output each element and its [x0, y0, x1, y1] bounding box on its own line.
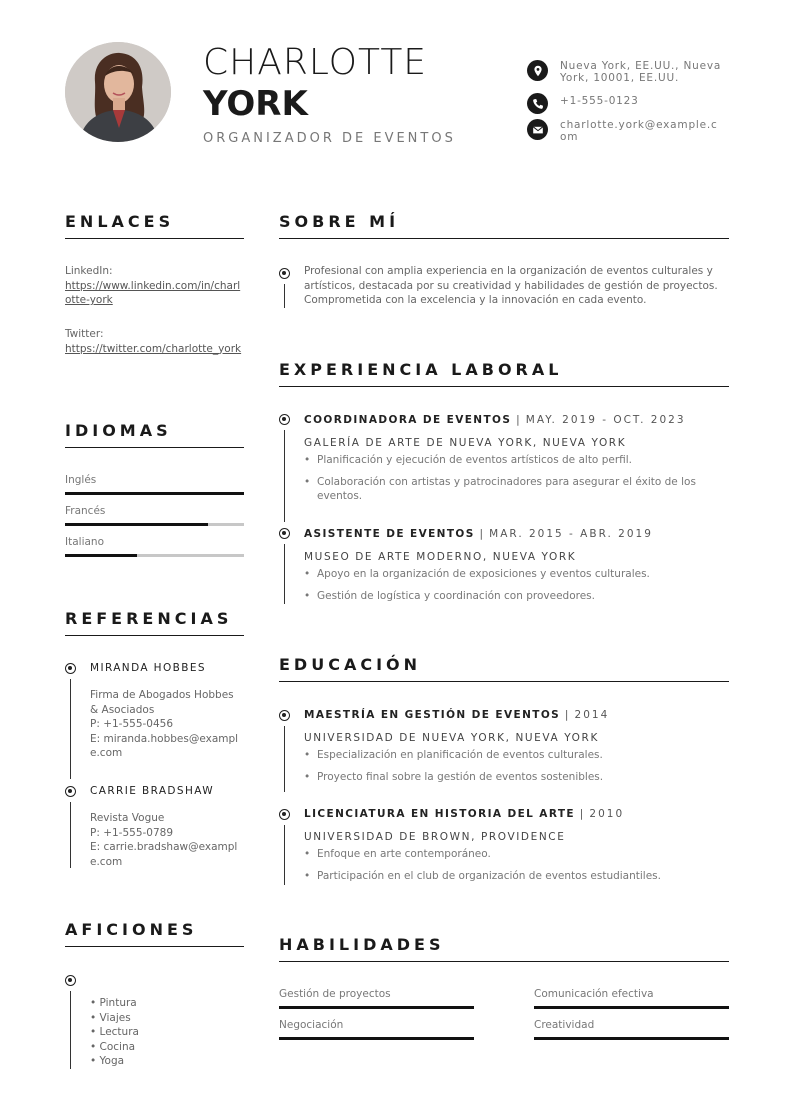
education-bullets — [304, 748, 724, 791]
skill-level-fill — [279, 1037, 474, 1040]
timeline-dot — [65, 975, 76, 986]
separator: | — [560, 709, 575, 721]
experience-role: COORDINADORA DE EVENTOS — [304, 414, 512, 426]
timeline-dot — [279, 809, 290, 820]
about-text: Profesional con amplia experiencia en la organización de eventos culturales y artísticos, destacada por su creatividad y habilidades de gestión de proyectos. Comprometida con la excelencia y la innovación en cada evento. — [304, 265, 718, 306]
language-level-bar — [65, 554, 244, 557]
last-name: YORK — [203, 84, 308, 124]
skill-level-fill — [534, 1006, 729, 1009]
language-level-fill — [65, 492, 244, 495]
experience-date: MAR. 2015 - ABR. 2019 — [489, 528, 653, 540]
hobby-item: • Cocina — [90, 1040, 136, 1053]
first-name: CHARLOTTE — [203, 42, 428, 83]
education-bullets — [304, 847, 724, 890]
section-heading-experiencia: EXPERIENCIA LABORAL — [279, 360, 729, 387]
language-name: Inglés — [65, 474, 97, 486]
education-degree: LICENCIATURA EN HISTORIA DEL ARTE — [304, 808, 575, 820]
reference-phone: P: +1-555-0789 — [90, 826, 174, 839]
hobby-item: • Pintura — [90, 997, 137, 1009]
address-text: Nueva York, EE.UU., Nueva York, 10001, EE.UU. — [560, 60, 722, 84]
section-heading-enlaces: ENLACES — [65, 212, 244, 239]
reference-details — [90, 811, 245, 869]
skill-level-bar — [534, 1037, 729, 1040]
skill-level-bar — [534, 1006, 729, 1009]
education-heading — [304, 709, 609, 721]
timeline-dot — [279, 414, 290, 425]
reference-name: CARRIE BRADSHAW — [90, 785, 215, 797]
language-name: Francés — [65, 505, 106, 517]
skill-name: Comunicación efectiva — [534, 988, 654, 1000]
skill-level-bar — [279, 1006, 474, 1009]
profile-photo — [65, 42, 171, 142]
timeline-dot — [65, 663, 76, 674]
bullet-item: • Planificación y ejecución de eventos artísticos de alto perfil. — [304, 453, 724, 468]
reference-email[interactable]: E: carrie.bradshaw@example.com — [90, 841, 238, 868]
linkedin-url[interactable]: https://www.linkedin.com/in/charlotte-york — [65, 279, 241, 306]
phone-text: +1-555-0123 — [560, 95, 639, 107]
timeline-dot — [279, 710, 290, 721]
timeline-line — [284, 430, 285, 522]
experience-heading — [304, 528, 653, 540]
experience-role: ASISTENTE DE EVENTOS — [304, 528, 475, 540]
experience-date: MAY. 2019 - OCT. 2023 — [525, 414, 686, 426]
email-text[interactable]: charlotte.york@example.com — [560, 119, 718, 143]
education-date: 2014 — [574, 709, 610, 721]
language-level-fill — [65, 523, 208, 526]
section-heading-sobre-mi: SOBRE MÍ — [279, 212, 729, 239]
bullet-item: • Gestión de logística y coordinación con proveedores. — [304, 589, 724, 604]
skill-name: Gestión de proyectos — [279, 988, 391, 1000]
hobby-item: • Viajes — [90, 1011, 131, 1024]
contact-email — [527, 119, 724, 143]
separator: | — [511, 414, 526, 426]
twitter-url[interactable]: https://twitter.com/charlotte_york — [65, 342, 242, 355]
education-degree: MAESTRÍA EN GESTIÓN DE EVENTOS — [304, 709, 561, 721]
language-level-bar — [65, 492, 244, 495]
timeline-line — [70, 802, 71, 868]
language-level-fill — [65, 554, 137, 557]
experience-bullets — [304, 453, 724, 511]
education-heading — [304, 808, 624, 820]
timeline-line — [284, 544, 285, 604]
reference-name: MIRANDA HOBBES — [90, 662, 206, 674]
contact-address — [527, 60, 724, 84]
skill-level-bar — [279, 1037, 474, 1040]
section-heading-referencias: REFERENCIAS — [65, 609, 244, 636]
envelope-icon — [527, 119, 548, 140]
education-institution: UNIVERSIDAD DE BROWN, PROVIDENCE — [304, 831, 566, 843]
timeline-line — [284, 726, 285, 792]
timeline-dot — [65, 786, 76, 797]
experience-bullets — [304, 567, 724, 610]
link-label: LinkedIn: — [65, 265, 113, 277]
separator: | — [474, 528, 490, 540]
skill-name: Negociación — [279, 1019, 344, 1031]
experience-organization: MUSEO DE ARTE MODERNO, NUEVA YORK — [304, 551, 577, 563]
section-heading-aficiones: AFICIONES — [65, 920, 244, 947]
hobbies-list — [90, 996, 139, 1069]
hobby-item: • Yoga — [90, 1055, 125, 1067]
reference-company: Firma de Abogados Hobbes & Asociados — [90, 689, 234, 716]
reference-email[interactable]: E: miranda.hobbes@example.com — [90, 732, 239, 759]
education-date: 2010 — [589, 808, 625, 820]
skill-level-fill — [534, 1037, 729, 1040]
timeline-dot — [279, 268, 290, 279]
skill-name: Creatividad — [534, 1019, 595, 1031]
bullet-item: • Colaboración con artistas y patrocinadores para asegurar el éxito de los eventos. — [304, 475, 724, 504]
bullet-item: • Proyecto final sobre la gestión de eventos sostenibles. — [304, 770, 724, 785]
timeline-line — [284, 284, 285, 308]
section-heading-habilidades: HABILIDADES — [279, 935, 729, 962]
separator: | — [575, 808, 590, 820]
reference-phone: P: +1-555-0456 — [90, 718, 174, 730]
hobby-item: • Lectura — [90, 1026, 139, 1038]
link-linkedin — [65, 264, 243, 308]
bullet-item: • Apoyo en la organización de exposiciones y eventos culturales. — [304, 567, 724, 582]
experience-heading — [304, 414, 686, 426]
link-twitter — [65, 327, 243, 356]
skill-level-fill — [279, 1006, 474, 1009]
phone-icon — [527, 93, 548, 114]
language-name: Italiano — [65, 536, 104, 548]
job-title: ORGANIZADOR DE EVENTOS — [203, 131, 456, 146]
portrait-illustration — [65, 42, 171, 142]
timeline-dot — [279, 528, 290, 539]
experience-organization: GALERÍA DE ARTE DE NUEVA YORK, NUEVA YORK — [304, 437, 627, 449]
timeline-line — [284, 825, 285, 885]
language-level-bar — [65, 523, 244, 526]
reference-details — [90, 688, 245, 761]
bullet-item: • Especialización en planificación de eventos culturales. — [304, 748, 724, 763]
contact-phone — [527, 93, 724, 114]
section-heading-educacion: EDUCACIÓN — [279, 655, 729, 682]
reference-company: Revista Vogue — [90, 812, 165, 824]
section-heading-idiomas: IDIOMAS — [65, 421, 244, 448]
location-pin-icon — [527, 60, 548, 81]
bullet-item: • Participación en el club de organización de eventos estudiantiles. — [304, 869, 724, 884]
bullet-item: • Enfoque en arte contemporáneo. — [304, 847, 724, 862]
education-institution: UNIVERSIDAD DE NUEVA YORK, NUEVA YORK — [304, 732, 599, 744]
timeline-line — [70, 991, 71, 1069]
link-label: Twitter: — [65, 328, 104, 340]
timeline-line — [70, 679, 71, 779]
